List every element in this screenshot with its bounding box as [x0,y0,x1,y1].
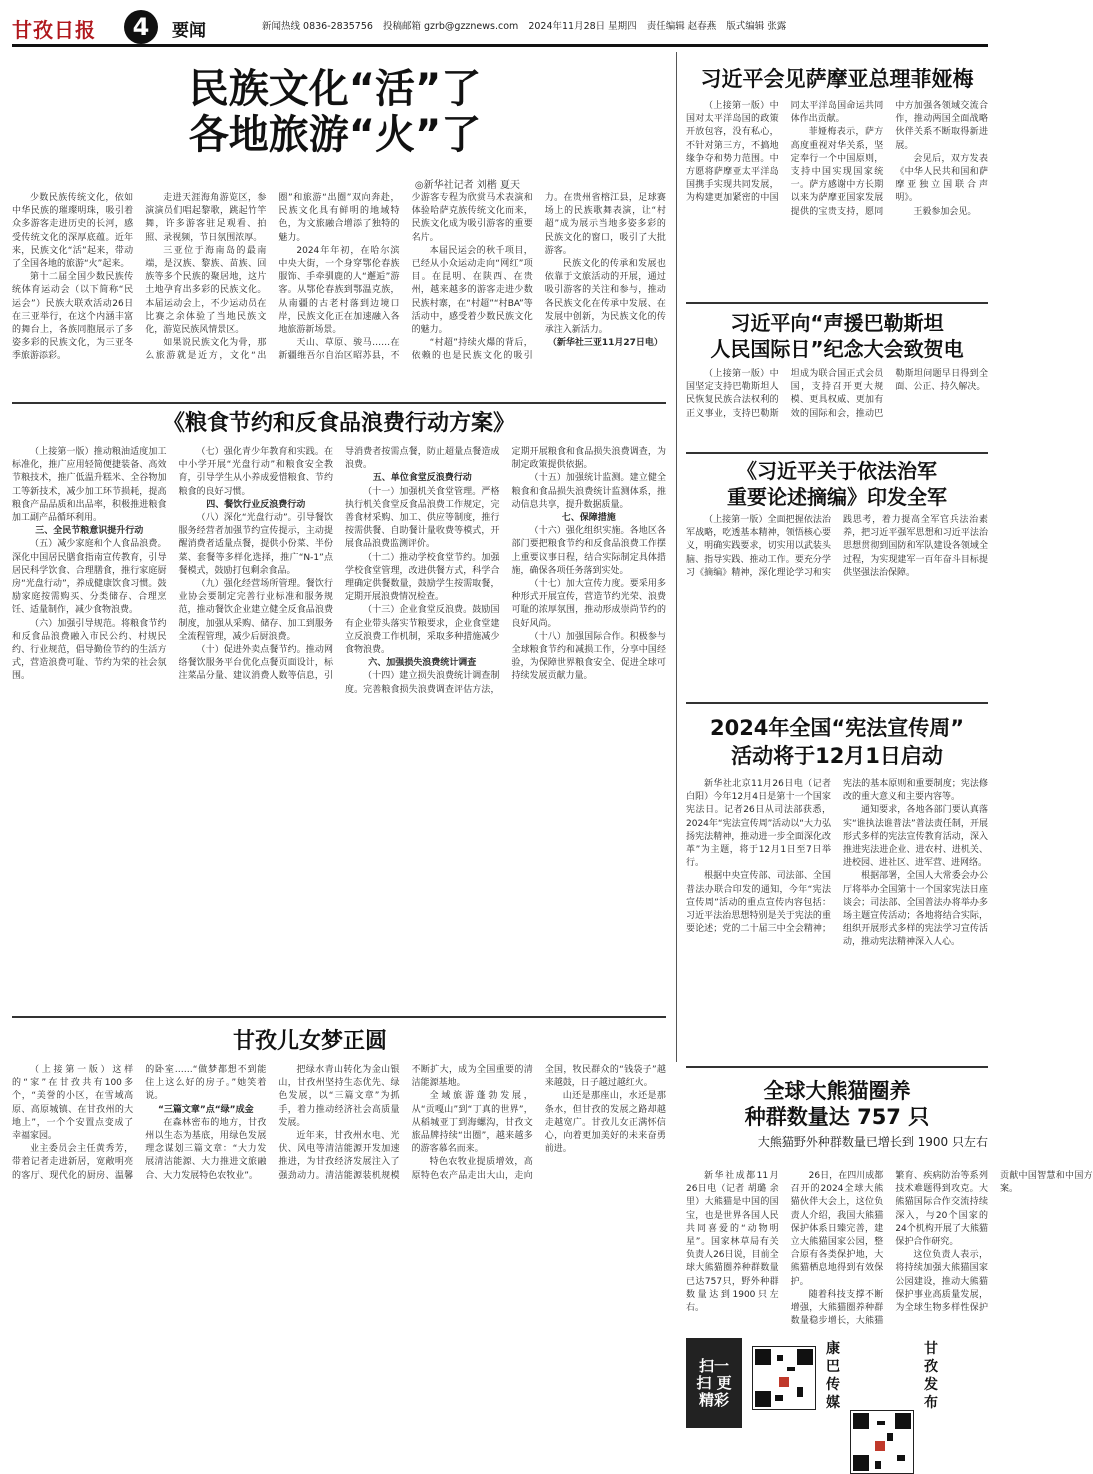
paragraph: 在森林密布的地方，甘孜州以生态为基底，用绿色发展理念谋划三篇文章：“大力发展清洁能源、大力推进文旅融合、大力发展特色农牧业”。 [145,1117,267,1181]
article4-title-line2: 重要论述摘编》印发全军 [727,485,947,509]
article7-top-rule [686,1066,988,1068]
paragraph: （五）减少家庭和个人食品浪费。深化中国居民膳食指南宣传教育，引导居民科学饮食、合理膳食，推行家庭厨房“光盘行动”，养成健康饮食习惯。鼓励家庭按需购买、分类储存、合理烹饪、适量制作，减少食物浪费。 [12,539,167,616]
article5-top-rule [12,402,666,404]
paragraph: 天山、草原、骏马……在新疆维吾尔自治区昭苏县，不少游客专程为欣赏马术表演和体验哈萨克族传统文化而来，民族文化成为吸引游客的重要名片。 [278,193,533,362]
paragraph: 七、保障措施 [561,513,616,524]
submission-email: 投稿邮箱 gzrb@gzznews.com [382,21,519,32]
paragraph: 根据中央宣传部、司法部、全国普法办联合印发的通知，今年“宪法宣传周”活动的重点宣传内容包括：习近平法治思想特别是关于宪法的重要论述；党的二十届三中全会精神；宪法的基本原则和重要制度；宪法修改的重大意义和主要内容等。 [686,779,988,935]
article4-title-line1: 《习近平关于依法治军 [737,459,937,483]
layout-editor: 版式编辑 张露 [726,21,787,32]
paragraph: 五、单位食堂反浪费行动 [372,473,472,484]
paragraph: 全域旅游蓬勃发展，从“贡嘎山”到“丁真的世界”，从稻城亚丁到海螺沟，甘孜文旅品牌持续“出圈”，越来越多的游客慕名而来。 [411,1091,533,1155]
paragraph: 三亚位于海南岛的最南端，是汉族、黎族、苗族、回族等多个民族的聚居地，这片土地孕育出多彩的民族文化。本届运动会上，不少运动员在比赛之余体验了当地民族文化，游览民族风情景区。 [145,245,267,336]
article2-body [686,100,988,298]
article8-top-rule [12,1016,666,1018]
article4-title [686,458,988,510]
article7-title-line1: 全球大熊猫圈养 [763,1079,911,1103]
paragraph: 走进天涯海角游览区，参演演员们唱起黎歌，跳起竹竿舞，许多游客驻足观看、拍照、录视频，节日氛围浓厚。 [145,193,267,243]
article1-title [170,66,500,158]
article6-title-line1: 2024年全国“宪法宣传周” [709,716,965,740]
article8-body [12,1064,666,1428]
paragraph: （上接第一版）全面把握依法治军战略，吃透基本精神，领悟核心要义，明确实践要求，切实用以武装头脑、指导实践、推动工作。要充分学习《摘编》精神，深化理论学习和实践思考，着力提高全军官兵法治素养，把习近平强军思想和习近平法治思想贯彻到国防和军队建设各领域全过程，为实现建军一百年奋斗目标提供坚强法治保障。 [686,515,988,578]
article3-body [686,368,988,448]
paragraph: （十五）加强统计监测。建立健全粮食和食品损失浪费统计监测体系，推动信息共享，提升数据质量。 [511,473,666,510]
news-hotline: 新闻热线 0836-2835756 [262,21,373,32]
article5-body [12,446,666,1010]
section-name: 要闻 [172,21,206,41]
responsible-editor: 责任编辑 赵春燕 [646,21,717,32]
qr-code-ganzi[interactable] [850,1410,914,1474]
page-number: 4 [124,10,158,44]
paragraph: 把绿水青山转化为金山银山，甘孜州坚持生态优先、绿色发展，以“三篇文章”为抓手，着力推动经济社会高质量发展。 [278,1065,400,1128]
newspaper-logo: 甘孜日报 [12,18,96,42]
article3-title-line2: 人民国际日”纪念大会致贺电 [710,337,964,361]
paragraph: 业主委员会主任黄秀芳，带着记者走进新居，宽敞明亮的客厅、现代化的厨房、温馨的卧室……“做梦都想不到能住上这么好的房子。”她笑着说。 [12,1065,267,1181]
article4-bottom-rule [686,702,988,704]
article6-body [686,778,988,1062]
article2-title: 习近平会见萨摩亚总理菲娅梅 [700,67,974,91]
paragraph: （上接第一版）中国对太平洋岛国的政策开放包容，没有私心，不针对第三方，不搞地缘争夺和势力范围。中方愿将萨摩亚太平洋岛国携手实现共同发展，为构建更加紧密的中国同太平洋岛国命运共同体作出贡献。 [686,101,884,204]
qr-code-kangba[interactable] [752,1346,816,1410]
paragraph: （十三）企业食堂反浪费。鼓励国有企业带头落实节粮要求，企业食堂建立反浪费工作机制，采取多种措施减少食物浪费。 [345,605,500,656]
article3-title-line1: 习近平向“声援巴勒斯坦 [730,311,944,335]
qr2-caption: 甘孜发布 [924,1341,938,1411]
article7-title [686,1078,988,1130]
paragraph: 会见后，双方发表《中华人民共和国和萨摩亚独立国联合声明》。 [895,153,988,204]
masthead [12,8,988,48]
paragraph: （上接第一版）中国坚定支持巴勒斯坦人民恢复民族合法权利的正义事业，支持巴勒斯坦成为联合国正式会员国，支持召开更大规模、更具权威、更加有效的国际和会，推动巴勒斯坦问题早日得到全面、公正、持久解决。 [686,369,988,419]
paragraph: 随着科技支撑不断增强，大熊猫圈养种群数量稳步增长，大熊猫繁育、疾病防治等系列技术难题得到攻克。大熊猫国际合作交流持续深入，与20个国家的24个机构开展了大熊猫保护合作研究。 [790,1171,988,1327]
article1-body [12,192,666,398]
paragraph: 民族文化的传承和发展也依靠于文旅活动的开展，通过吸引游客的关注和参与，推动各民族文化在传承中发展、在发展中创新，为民族文化的传承注入新活力。 [544,259,666,336]
paragraph: （上接第一版）推动粮油适度加工标准化，推广应用轻简便捷装备、高效节粮技术，推广低温升糕米、全谷物加工等新技术，减少加工环节损耗，提高粮食产品品质和出品率，积极推进粮食加工副产品循环利用。 [12,447,167,524]
paragraph: （十二）推动学校食堂节约。加强学校食堂管理，改进供餐方式，科学合理确定供餐数量，鼓励学生按需取餐，定期开展浪费情况检查。 [345,552,500,603]
paragraph: （十四）建立损失浪费统计调查制度。完善粮食损失浪费调查评估方法，定期开展粮食和食品损失浪费调查，为制定政策提供依据。 [345,447,666,695]
column-divider [676,52,677,1062]
paragraph: 少数民族传统文化，依如中华民族的璀璨明珠，吸引着众多游客走进历史的长河，感受传统文化的深厚底蕴。近年来，民族文化“活”起来，带动了全国各地的旅游“火”起来。 [12,193,134,270]
article7-title-line2: 种群数量达 757 只 [744,1105,930,1129]
paragraph: （九）强化经营场所管理。餐饮行业协会要制定完善行业标准和服务规范，推动餐饮企业建立健全反食品浪费制度，加强从采购、储存、加工到服务全流程管理，减少后厨浪费。 [178,579,333,642]
paragraph: （十一）加强机关食堂管理。严格执行机关食堂反食品浪费工作规定，完善食材采购、加工、供应等制度，推行按需供餐、自助餐计量收费等模式，开展食品浪费监测评价。 [345,486,500,550]
paragraph: 特色农牧业提质增效，高原特色农产品走出大山，走向全国，牧民群众的“钱袋子”越来越鼓，日子越过越红火。 [411,1065,666,1181]
article3-bottom-rule [686,452,988,454]
paragraph: 2024年年初，在哈尔滨中央大街，一个身穿鄂伦春族服饰、手牵驯鹿的人“邂逅”游客。从鄂伦春族到鄂温克族，从南疆的古老村落到边境口岸，民族文化正在加速融入各地旅游新场景。 [278,245,400,336]
article4-body [686,514,988,698]
scan-label-box [686,1338,742,1428]
paragraph: （上接第一版）这样的“家”在甘孜共有100多个，“美誉的小区，在雪域高原、高原城镇、在甘孜州的大地上”，一个个安置点变成了幸福家园。 [12,1065,134,1142]
paragraph: 通知要求，各地各部门要认真落实“谁执法谁普法”普法责任制，开展形式多样的宪法宣传教育活动，深入推进宪法进企业、进农村、进机关、进校园、进社区、进军营、进网络。 [843,805,988,869]
paragraph: 四、餐饮行业反浪费行动 [206,499,306,510]
paragraph: 如果说民族文化为骨，那么旅游就是近方，文化“出圈”和旅游“出圈”双向奔赴，民族文化具有鲜明的地域特色，为文旅融合增添了独特的魅力。 [145,193,400,362]
article3-title [686,310,988,362]
paragraph: （六）加强引导规范。将粮食节约和反食品浪费融入市民公约、村规民约、行业规范，倡导勤俭节约的生活方式，营造浪费可耻、节约为荣的社会氛围。 [12,618,167,682]
paragraph: “村超”持续火爆的背后，依赖的也是民族文化的吸引力。在贵州省榕江县，足球赛场上的民族歌舞表演，让“村超”成为展示当地多姿多彩的民族文化的窗口，吸引了大批游客。 [411,193,666,362]
paragraph: 这位负责人表示，将持续加强大熊猫国家公园建设，推动大熊猫保护事业高质量发展，为全球生物多样性保护贡献中国智慧和中国方案。 [895,1171,1093,1314]
header-rule [12,44,988,47]
article1-byline: ◎新华社记者 刘楷 夏天 [414,180,520,191]
paragraph: 菲娅梅表示，萨方高度重视对华关系，坚定奉行一个中国原则，支持中国实现国家统一。萨方感谢中方长期以来为萨摩亚国家发展提供的宝贵支持，愿同中方加强各领域交流合作，推动两国全面战略伙伴关系不断取得新进展。 [790,101,988,217]
article7-subtitle: 大熊猫野外种群数量已增长到 1900 只左右 [757,1135,988,1149]
issue-date: 2024年11月28日 星期四 [528,21,637,32]
paragraph: （十六）强化组织实施。各地区各部门要把粮食节约和反食品浪费工作摆上重要议事日程，结合实际制定具体措施，确保各项任务落到实处。 [511,526,666,576]
article6-title [686,714,988,770]
header-info [262,18,786,32]
paragraph: （七）强化青少年教育和实践。在中小学开展“光盘行动”和粮食安全教育，引导学生从小养成爱惜粮食、节约粮食的良好习惯。 [178,447,333,497]
paragraph: 本届民运会的秋千项目，已经从小众运动走向“网红”项目。在昆明、在陕西、在贵州，越来越多的游客走进少数民族村寨，在“村超”“村BA”等活动中，感受着少数民族文化的魅力。 [411,245,533,336]
paragraph: （十）促进外卖点餐节约。推动网络餐饮服务平台优化点餐页面设计，标注菜品分量、建议消费人数等信息，引导消费者按需点餐，防止超量点餐造成浪费。 [178,447,500,682]
paragraph: （十七）加大宣传力度。要采用多种形式开展宣传，营造节约光荣、浪费可耻的浓厚氛围，推动形成崇尚节约的良好风尚。 [511,579,666,629]
article1-title-line1: 民族文化“活”了 [188,66,482,112]
article7-body [686,1170,1093,1330]
paragraph: 新华社成都11月26日电（记者 胡璐 余里）大熊猫是中国的国宝，也是世界各国人民共同喜爱的“动物明星”。国家林草局有关负责人26日说，目前全球大熊猫圈养种群数量已达757只，野外种群数量达到1900只左右。 [686,1171,779,1314]
paragraph: 根据部署，全国人大常委会办公厅将举办全国第十一个国家宪法日座谈会；司法部、全国普法办将举办多场主题宣传活动；各地将结合实际，组织开展形式多样的宪法学习宣传活动，推动宪法精神深入人心。 [843,871,988,948]
scan-label: 扫一扫 更精彩 [696,1356,732,1409]
article1-title-line2: 各地旅游“火”了 [188,112,482,158]
paragraph: 山还是那座山，水还是那条水，但甘孜的发展之路却越走越宽广。甘孜儿女正满怀信心，向着更加美好的未来奋勇前进。 [544,1091,666,1155]
paragraph: 新华社北京11月26日电（记者 白阳）今年12月4日是第十一个国家宪法日。记者26日从司法部获悉，2024年“宪法宣传周”活动以“大力弘扬宪法精神，推动进一步全面深化改革”为主题，将于12月1日至7日举行。 [686,779,831,869]
paragraph: 近年来，甘孜州水电、光伏、风电等清洁能源开发加速推进，为甘孜经济发展注入了强劲动力。清洁能源装机规模不断扩大，成为全国重要的清洁能源基地。 [278,1065,533,1181]
paragraph: （新华社三亚11月27日电） [547,338,663,349]
article2-bottom-rule [686,302,988,304]
paragraph: “三篇文章”点“绿”成金 [157,1104,254,1115]
paragraph: （八）深化“光盘行动”。引导餐饮服务经营者加强节约宣传提示，主动提醒消费者适量点餐，提供小份菜、半份菜、套餐等多样化选择，推广“N-1”点餐模式，鼓励打包剩余食品。 [178,513,333,576]
qr1-caption: 康巴传媒 [826,1341,840,1411]
paragraph: 王毅参加会见。 [913,206,977,217]
paragraph: 第十二届全国少数民族传统体育运动会（以下简称“民运会”）民族大联欢活动26日在三亚举行，在这个内涵丰富的舞台上，各族同胞展示了多姿多彩的民族文化，为三亚冬季旅游添彩。 [12,272,134,362]
article6-title-line2: 活动将于12月1日启动 [731,744,943,768]
paragraph: 26日，在四川成都召开的2024全球大熊猫伙伴大会上，这位负责人介绍，我国大熊猫保护体系日臻完善，建立大熊猫国家公园，整合原有各类保护地，大熊猫栖息地得到有效保护。 [790,1171,884,1287]
article8-title: 甘孜儿女梦正圆 [232,1029,387,1054]
paragraph: （十八）加强国际合作。积极参与全球粮食节约和减损工作，分享中国经验，为保障世界粮食安全、促进全球可持续发展贡献力量。 [511,631,666,682]
paragraph: 三、全民节粮意识提升行动 [35,526,144,537]
paragraph: 六、加强损失浪费统计调查 [368,658,477,669]
article5-title: 《粮食节约和反食品浪费行动方案》 [162,411,515,436]
